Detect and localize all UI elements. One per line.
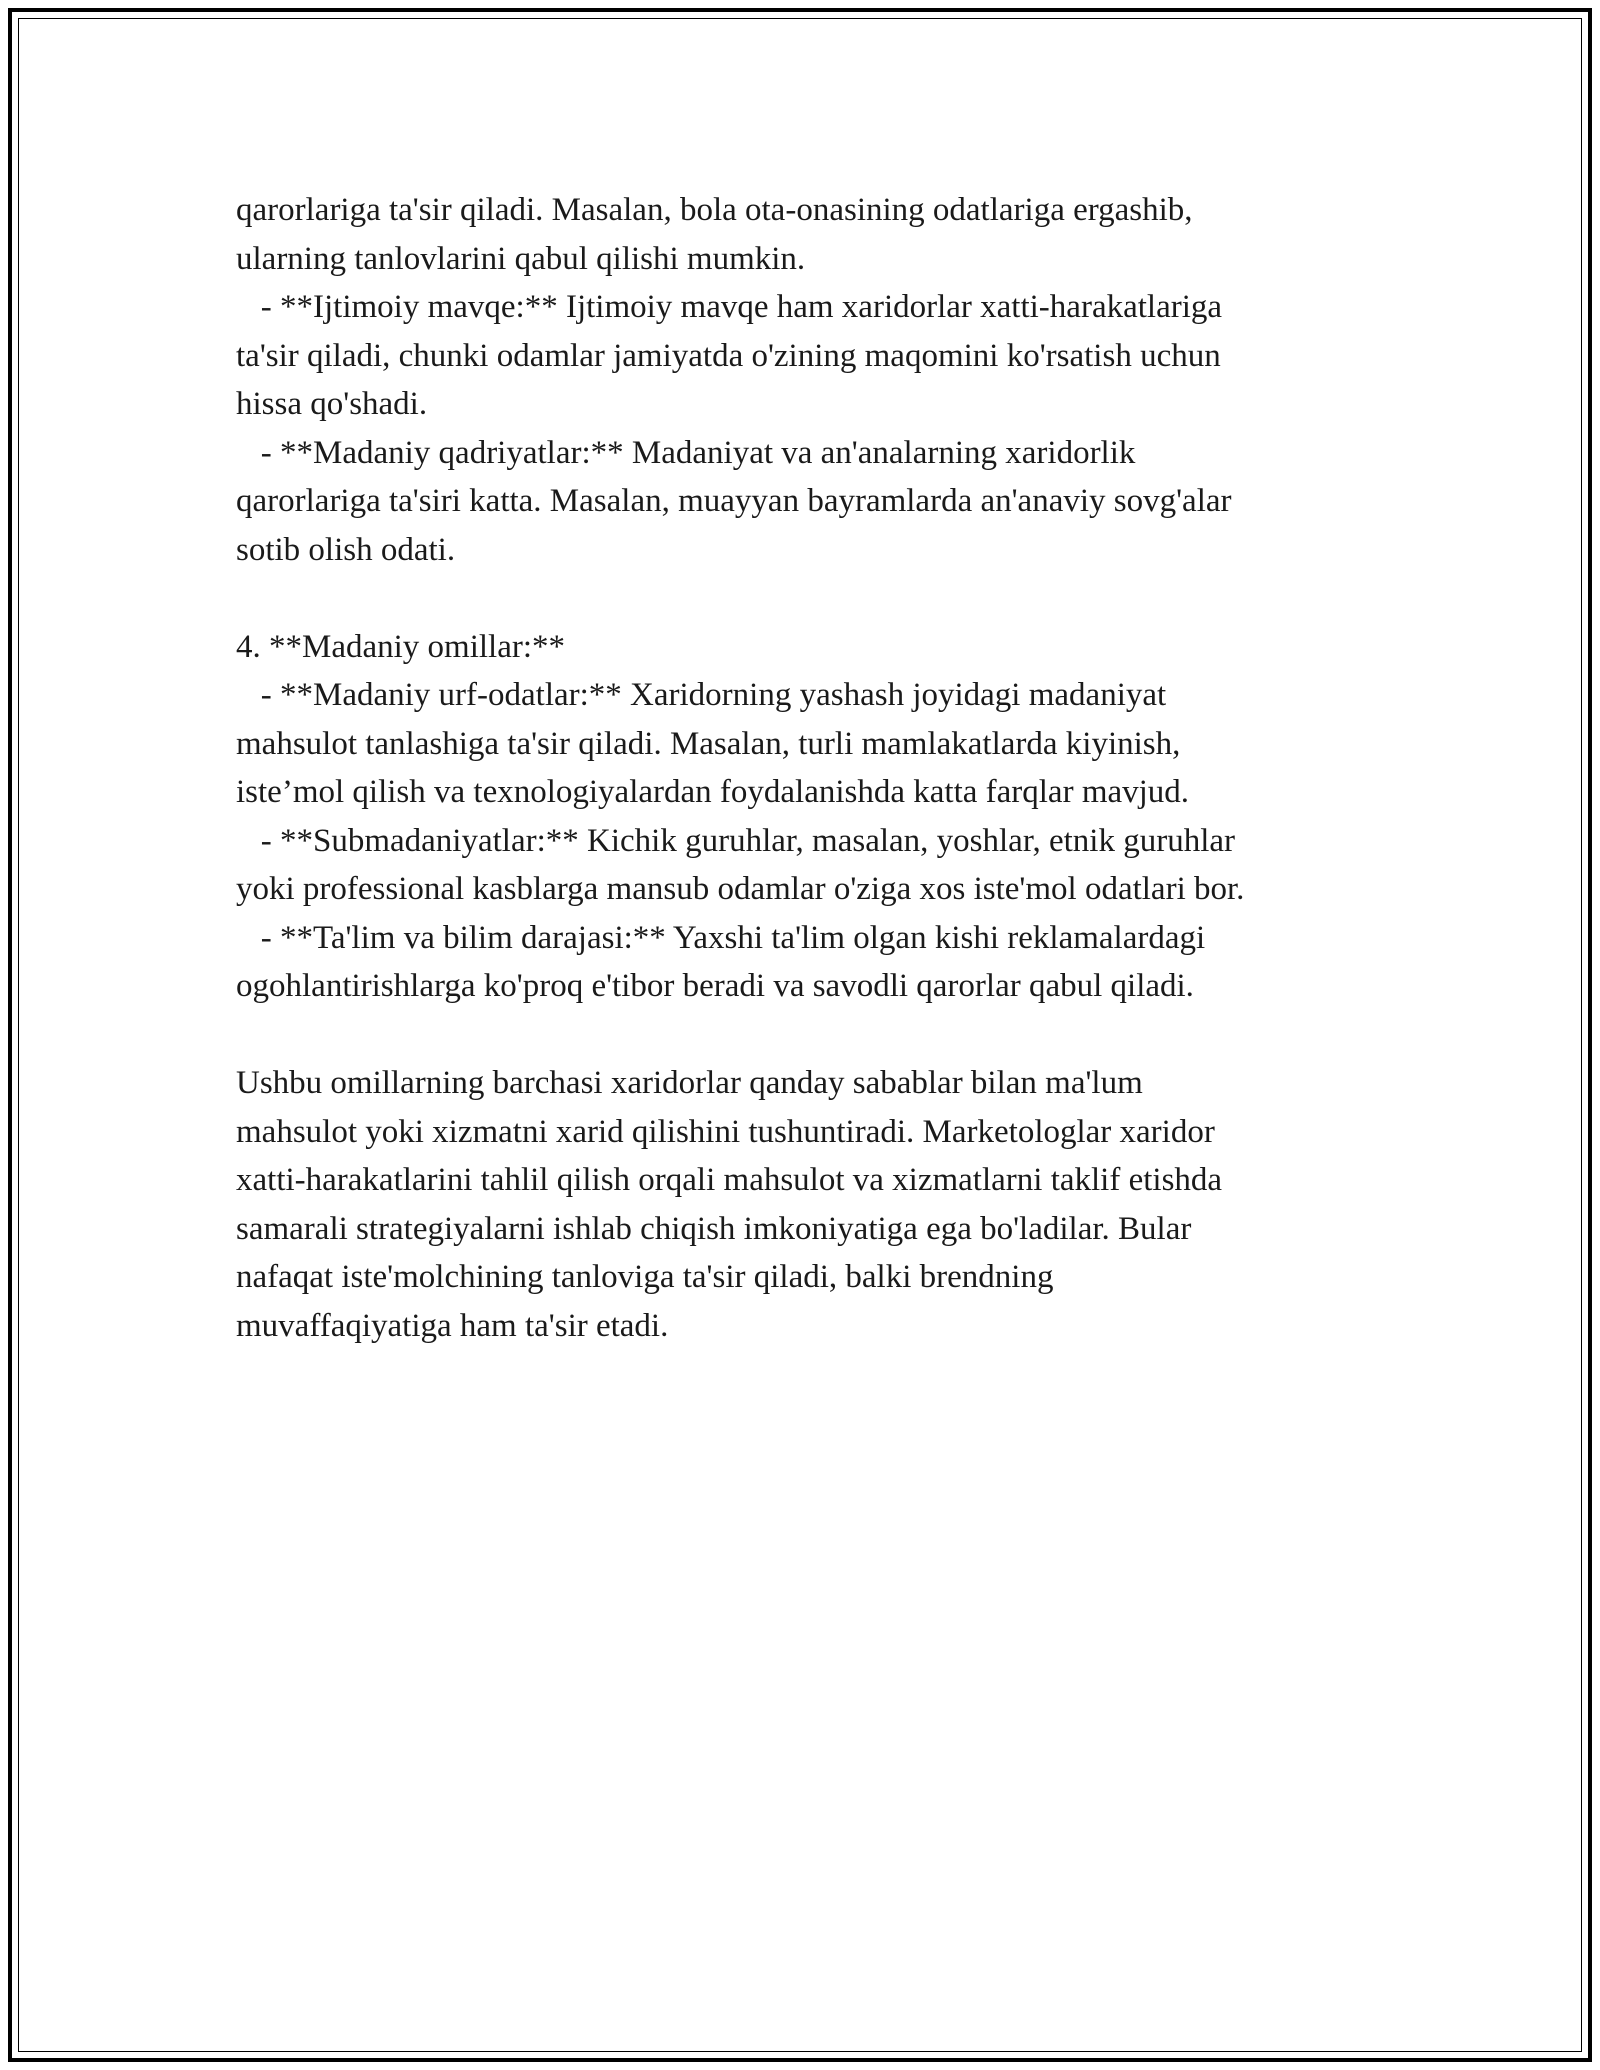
list-item-line: - **Ta'lim va bilim darajasi:** Yaxshi ta'lim olgan kishi reklamalardagi — [236, 919, 1206, 956]
list-item-line: iste’mol qilish va texnologiyalardan foydalanishda katta farqlar mavjud. — [236, 774, 1190, 810]
paragraph-line: xatti-harakatlarini tahlil qilish orqali mahsulot va xizmatlarni taklif etishda — [236, 1162, 1223, 1198]
document-body — [236, 186, 1376, 1350]
list-item-line: - **Submadaniyatlar:** Kichik guruhlar, masalan, yoshlar, etnik guruhlar — [236, 822, 1236, 859]
list-item-line: ta'sir qiladi, chunki odamlar jamiyatda o'zining maqomini ko'rsatish uchun — [236, 337, 1221, 374]
list-item-line: qarorlariga ta'siri katta. Masalan, muayyan bayramlarda an'anaviy sovg'alar — [236, 483, 1232, 519]
list-item-line: sotib olish odati. — [236, 531, 456, 568]
paragraph-line: mahsulot yoki xizmatni xarid qilishini tushuntiradi. Marketologlar xaridor — [236, 1113, 1215, 1150]
list-item-line: mahsulot tanlashiga ta'sir qiladi. Masalan, turli mamlakatlarda kiyinish, — [236, 725, 1181, 762]
blank-line — [236, 1011, 1376, 1060]
paragraph-line: qarorlariga ta'sir qiladi. Masalan, bola ota-onasining odatlariga ergashib, — [236, 192, 1193, 228]
paragraph-line: Ushbu omillarning barchasi xaridorlar qanday sabablar bilan ma'lum — [236, 1065, 1143, 1101]
paragraph-line: nafaqat iste'molchining tanloviga ta'sir qiladi, balki brendning — [236, 1259, 1054, 1295]
list-item-line: - **Madaniy qadriyatlar:** Madaniyat va an'analarning xaridorlik — [236, 434, 1136, 471]
list-item-line: ogohlantirishlarga ko'proq e'tibor beradi va savodli qarorlar qabul qiladi. — [236, 968, 1194, 1004]
list-item-line: - **Madaniy urf-odatlar:** Xaridorning yashash joyidagi madaniyat — [236, 677, 1167, 713]
blank-line — [236, 574, 1376, 623]
list-item-line: yoki professional kasblarga mansub odamlar o'ziga xos iste'mol odatlari bor. — [236, 871, 1245, 907]
list-item-line: hissa qo'shadi. — [236, 386, 428, 422]
list-item-line: - **Ijtimoiy mavqe:** Ijtimoiy mavqe ham xaridorlar xatti-harakatlariga — [236, 289, 1223, 325]
section-heading: 4. **Madaniy omillar:** — [236, 628, 566, 665]
paragraph-line: ularning tanlovlarini qabul qilishi mumkin. — [236, 240, 806, 277]
paragraph-line: muvaffaqiyatiga ham ta'sir etadi. — [236, 1307, 669, 1344]
paragraph-line: samarali strategiyalarni ishlab chiqish imkoniyatiga ega bo'ladilar. Bular — [236, 1210, 1192, 1247]
